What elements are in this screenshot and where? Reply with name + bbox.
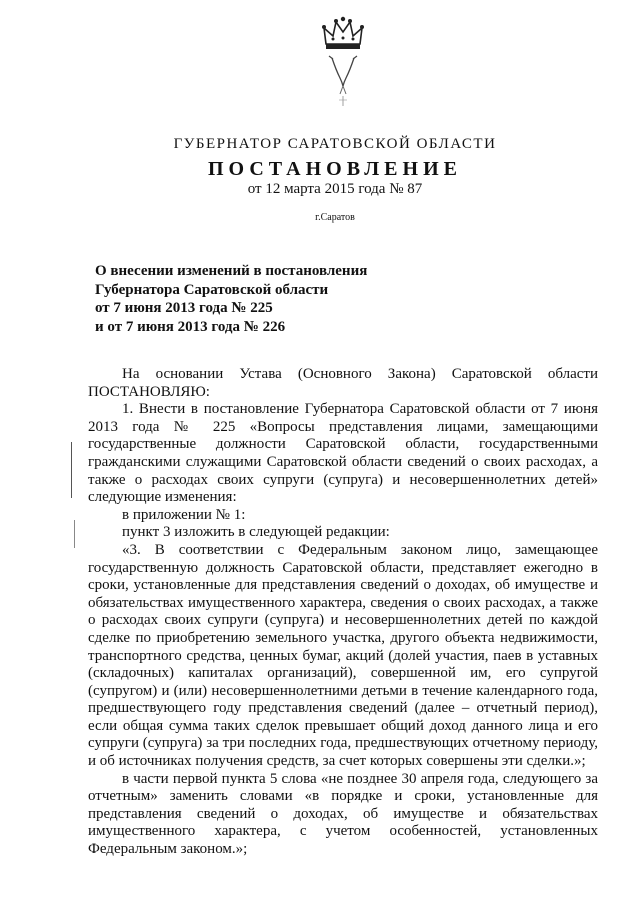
title-line: от 7 июня 2013 года № 225: [95, 300, 273, 316]
body-paragraph-item-1: 1. Внести в постановление Губернатора Саратовской области от 7 июня 2013 года № 225 «Вопросы представления лицами, замещающими государственные должности Саратовской области, государственными гражданскими служащими Саратовской области сведений о своих расходах, а также о расходах своих супруги (супруга) и несовершеннолетних детей» следующие изменения:: [88, 401, 598, 506]
body-paragraph-point-3: пункт 3 изложить в следующей редакции:: [122, 524, 390, 541]
body-paragraph-basis: На основании Устава (Основного Закона) Саратовской области ПОСТАНОВЛЯЮ:: [88, 366, 598, 400]
document-type-title: ПОСТАНОВЛЕНИЕ: [208, 158, 462, 180]
margin-mark: [74, 520, 75, 548]
body-paragraph-new-wording: «3. В соответствии с Федеральным законом лицо, замещающее государственную должность Саратовской области, представляет ежегодно в сроки, установленные для представления сведений о доходах, об имуществе и обязательствах имущественного характера, сведения о своих расходах, а также о расходах своих супруги (супруга) и несовершеннолетних детей по каждой сделке по приобретению земельного участка, другого объекта недвижимости, транспортного средства, ценных бумаг, акций (долей участия, паев в уставных (складочных) капиталах организаций), совершенной им, его супругой (супругом) и (или) несовершеннолетними детьми в течение календарного года, предшествующего году представления сведений (далее – отчетный период), если общая сумма таких сделок превышает общий доход данного лица и его супруги (супруга) за три последних года, предшествующих отчетному периоду, и об источниках получения средств, за счет которых совершены эти сделки.»;: [88, 541, 598, 770]
coat-of-arms-emblem: [318, 14, 368, 114]
document-subject-title: [95, 262, 495, 336]
title-line: и от 7 июня 2013 года № 226: [95, 318, 286, 335]
margin-mark: [71, 442, 72, 498]
body-paragraph-point-5: в части первой пункта 5 слова «не позднее 30 апреля года, следующего за отчетным» заменить словами «в порядке и сроки, установленные для представления сведений о доходах, об имуществе и обязательствах имущественного характера, с учетом особенностей, установленных Федеральным законом.»;: [88, 770, 598, 858]
document-body: [88, 366, 598, 859]
title-line: Губернатора Саратовской области: [95, 281, 329, 298]
issuing-authority: ГУБЕРНАТОР САРАТОВСКОЙ ОБЛАСТИ: [173, 136, 497, 152]
document-city: г.Саратов: [315, 212, 355, 223]
title-line: О внесении изменений в постановления: [95, 263, 368, 279]
body-paragraph-appendix: в приложении № 1:: [122, 506, 246, 523]
document-date-number: от 12 марта 2015 года № 87: [247, 181, 423, 197]
